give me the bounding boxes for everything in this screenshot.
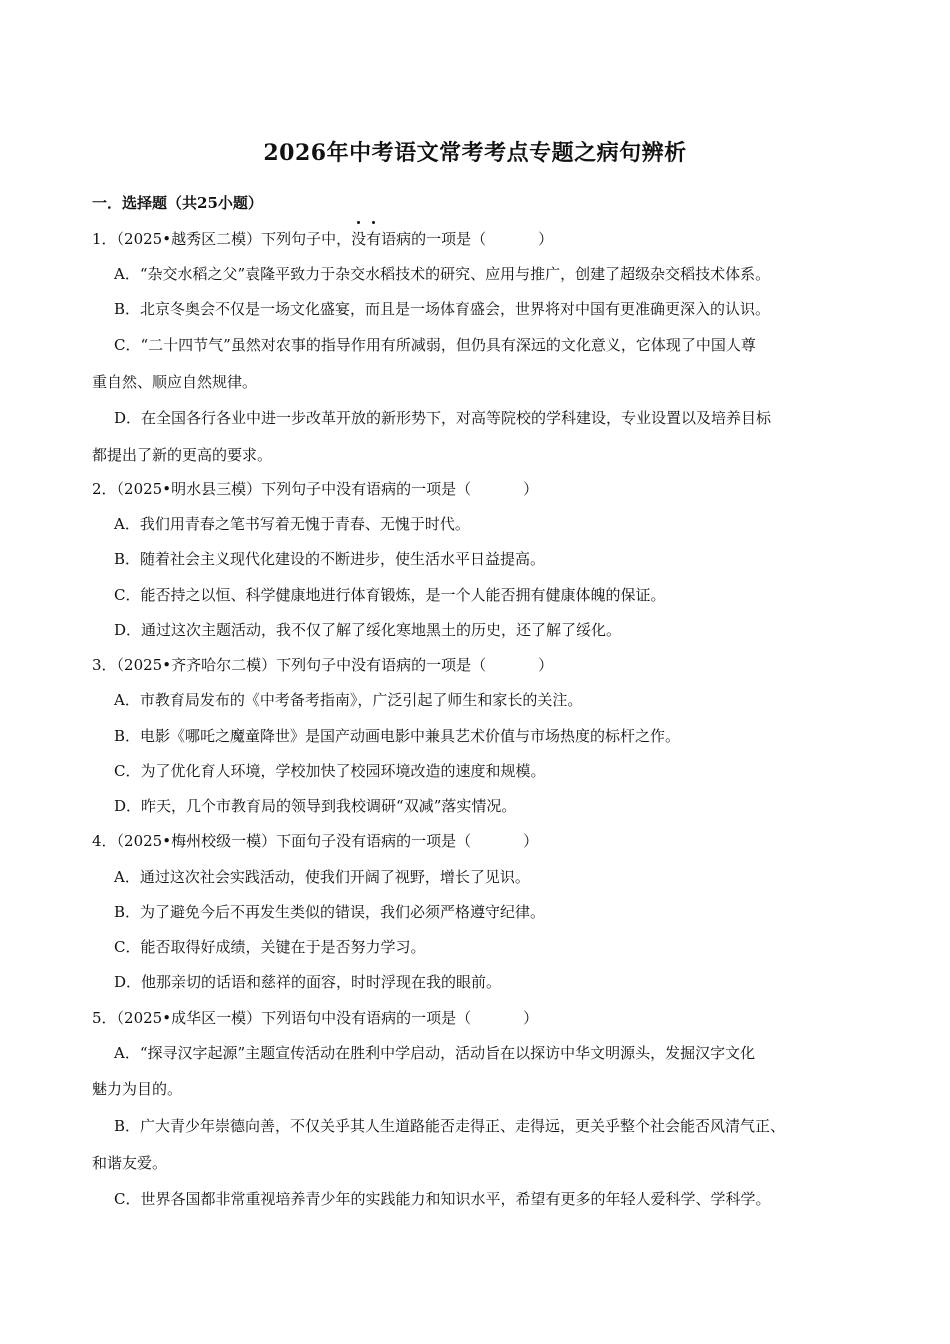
question-number: 5． — [92, 1009, 117, 1027]
question-2-stem: 2．（2025•明水县三模）下列句子中没有语病的一项是（ ） — [92, 480, 539, 498]
question-3-option-b: B．电影《哪吒之魔童降世》是国产动画电影中兼具艺术价值与市场热度的标杆之作。 — [114, 727, 681, 745]
question-number: 3． — [92, 656, 117, 674]
question-5-option-c: C．世界各国都非常重视培养青少年的实践能力和知识水平，希望有更多的年轻人爱科学、学科学。 — [114, 1190, 771, 1208]
question-5-stem: 5．（2025•成华区一模）下列语句中没有语病的一项是（ ） — [92, 1009, 539, 1027]
question-5-option-b: B．广大青少年崇德向善，不仅关乎其人生道路能否走得正、走得远，更关乎整个社会能否风清气正、 — [114, 1117, 786, 1135]
question-2-option-d: D．通过这次主题活动，我不仅了解了绥化寒地黑土的历史，还了解了绥化。 — [114, 621, 622, 639]
page-title: 2026年中考语文常考考点专题之病句辨析 — [263, 140, 687, 166]
question-1-option-d-continued: 都提出了新的更高的要求。 — [92, 446, 273, 464]
question-4-option-b: B．为了避免今后不再发生类似的错误，我们必须严格遵守纪律。 — [114, 903, 546, 921]
question-source: （2025•越秀区二模） — [116, 230, 262, 248]
section-heading: 一．选择题（共25小题） — [92, 194, 263, 212]
question-2-option-b: B．随着社会主义现代化建设的不断进步，使生活水平日益提高。 — [114, 550, 546, 568]
question-number: 2． — [92, 480, 117, 498]
question-2-option-c: C．能否持之以恒、科学健康地进行体育锻炼，是一个人能否拥有健康体魄的保证。 — [114, 586, 666, 604]
question-number: 4． — [92, 832, 117, 850]
question-1-option-b: B．北京冬奥会不仅是一场文化盛宴，而且是一场体育盛会，世界将对中国有更准确更深入的认识。 — [114, 300, 771, 318]
question-3-option-d: D．昨天，几个市教育局的领导到我校调研“双减”落实情况。 — [114, 797, 517, 815]
question-number: 1． — [92, 230, 117, 248]
question-4-option-d: D．他那亲切的话语和慈祥的面容，时时浮现在我的眼前。 — [114, 973, 502, 991]
question-3-option-a: A．市教育局发布的《中考备考指南》，广泛引起了师生和家长的关注。 — [114, 691, 583, 709]
question-1-option-c-continued: 重自然、顺应自然规律。 — [92, 373, 258, 391]
question-source: （2025•明水县三模） — [116, 480, 262, 498]
question-5-option-b-continued: 和谐友爱。 — [92, 1154, 168, 1172]
question-1-option-c: C．“二十四节气”虽然对农事的指导作用有所减弱，但仍具有深远的文化意义，它体现了中国人尊 — [114, 336, 756, 354]
question-4-option-c: C．能否取得好成绩，关键在于是否努力学习。 — [114, 938, 426, 956]
question-4-stem: 4．（2025•梅州校级一模）下面句子没有语病的一项是（ ） — [92, 832, 539, 850]
question-1-stem: 1．（2025•越秀区二模）下列句子中，没有语病的一项是（ ） — [92, 230, 554, 248]
question-3-stem: 3．（2025•齐齐哈尔二模）下列句子中没有语病的一项是（ ） — [92, 656, 554, 674]
question-2-option-a: A．我们用青春之笔书写着无愧于青春、无愧于时代。 — [114, 515, 470, 533]
emphasis-dot: 有 — [366, 230, 382, 248]
question-source: （2025•成华区一模） — [116, 1009, 262, 1027]
question-source: （2025•齐齐哈尔二模） — [116, 656, 277, 674]
question-4-option-a: A．通过这次社会实践活动，使我们开阔了视野，增长了见识。 — [114, 868, 530, 886]
question-5-option-a: A．“探寻汉字起源”主题宣传活动在胜利中学启动，活动旨在以探访中华文明源头，发掘汉字文化 — [114, 1044, 756, 1062]
emphasis-dot: 没 — [351, 230, 367, 248]
question-5-option-a-continued: 魅力为目的。 — [92, 1080, 183, 1098]
question-3-option-c: C．为了优化育人环境，学校加快了校园环境改造的速度和规模。 — [114, 762, 546, 780]
question-1-option-a: A．“杂交水稻之父”袁隆平致力于杂交水稻技术的研究、应用与推广，创建了超级杂交稻技术体系。 — [114, 265, 771, 283]
question-1-option-d: D．在全国各行各业中进一步改革开放的新形势下，对高等院校的学科建设，专业设置以及培养目标 — [114, 409, 772, 427]
question-source: （2025•梅州校级一模） — [116, 832, 277, 850]
